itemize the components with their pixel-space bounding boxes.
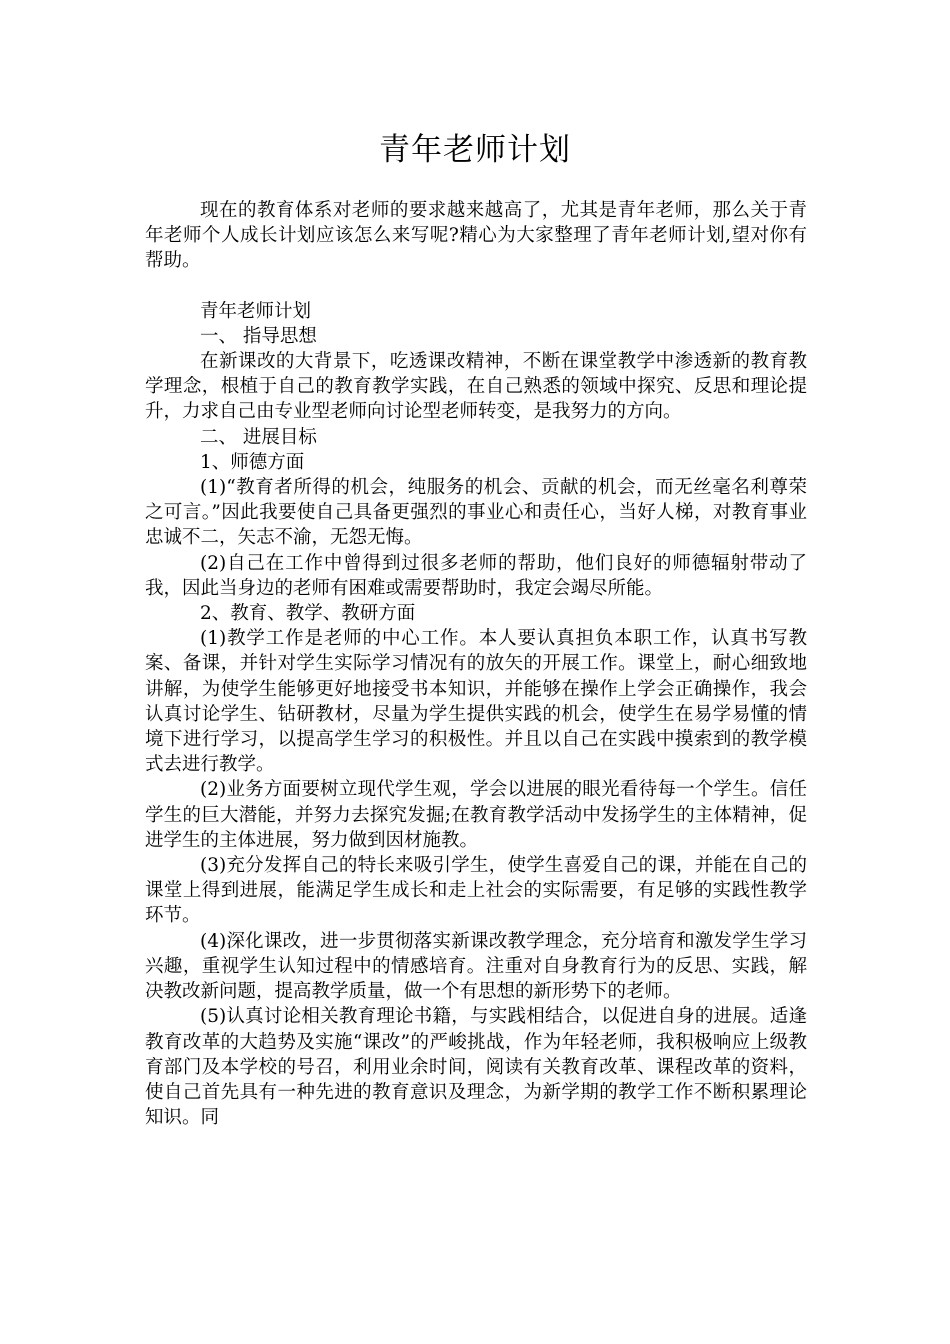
document-title: 青年老师计划 <box>379 132 571 168</box>
paragraph-teaching-3: (3)充分发挥自己的特长来吸引学生，使学生喜爱自己的课，并能在自己的课堂上得到进展，能满足学生成长和走上社会的实际需要，有足够的实践性教学环节。 <box>145 855 807 927</box>
subheading-teaching: 2、教育、教学、教研方面 <box>200 603 416 625</box>
paragraph-teaching-1: (1)教学工作是老师的中心工作。本人要认真担负本职工作，认真书写教案、备课，并针对学生实际学习情况有的放矢的开展工作。课堂上，耐心细致地讲解，为使学生能够更好地接受书本知识，并能够在操作上学会正确操作，我会认真讨论学生、钻研教材，尽量为学生提供实践的机会，使学生在易学易懂的情境下进行学习，以提高学生学习的积极性。并且以自己在实践中摸索到的教学模式去进行教学。 <box>145 628 807 776</box>
paragraph-teaching-4: (4)深化课改，进一步贯彻落实新课改教学理念，充分培育和激发学生学习兴趣，重视学生认知过程中的情感培育。注重对自身教育行为的反思、实践，解决教改新问题，提高教学质量，做一个有思想的新形势下的老师。 <box>145 930 807 1003</box>
intro-paragraph: 现在的教育体系对老师的要求越来越高了，尤其是青年老师，那么关于青年老师个人成长计划应该怎么来写呢?精心为大家整理了青年老师计划,望对你有帮助。 <box>145 200 807 272</box>
section-heading-guiding-thought: 一、 指导思想 <box>200 325 317 347</box>
paragraph-guiding-thought: 在新课改的大背景下，吃透课改精神，不断在课堂教学中渗透新的教育教学理念，根植于自己的教育教学实践，在自己熟悉的领域中探究、反思和理论提升，力求自己由专业型老师向讨论型老师转变，是我努力的方向。 <box>145 351 807 423</box>
paragraph-teaching-2: (2)业务方面要树立现代学生观，学会以进展的眼光看待每一个学生。信任学生的巨大潜能，并努力去探究发掘;在教育教学活动中发扬学生的主体精神，促进学生的主体进展，努力做到因材施教。 <box>145 779 807 851</box>
paragraph-ethics-1: (1)“教育者所得的机会，纯服务的机会、贡献的机会，而无丝毫名利尊荣之可言。”因此我要使自己具备更强烈的事业心和责任心，当好人梯，对教育事业忠诚不二，矢志不渝，无怨无悔。 <box>145 477 807 549</box>
subheading-ethics: 1、师德方面 <box>200 451 305 473</box>
subtitle-line: 青年老师计划 <box>200 300 312 322</box>
section-heading-goals: 二、 进展目标 <box>200 426 317 448</box>
paragraph-teaching-5: (5)认真讨论相关教育理论书籍，与实践相结合，以促进自身的进展。适逢教育改革的大趋势及实施“课改”的严峻挑战，作为年轻老师，我积极响应上级教育部门及本学校的号召，利用业余时间，阅读有关教育改革、课程改革的资料，使自己首先具有一种先进的教育意识及理念，为新学期的教学工作不断积累理论知识。同 <box>145 1006 807 1129</box>
document-body <box>145 198 807 1130</box>
paragraph-ethics-2: (2)自己在工作中曾得到过很多老师的帮助，他们良好的师德辐射带动了我，因此当身边的老师有困难或需要帮助时，我定会竭尽所能。 <box>145 552 807 599</box>
